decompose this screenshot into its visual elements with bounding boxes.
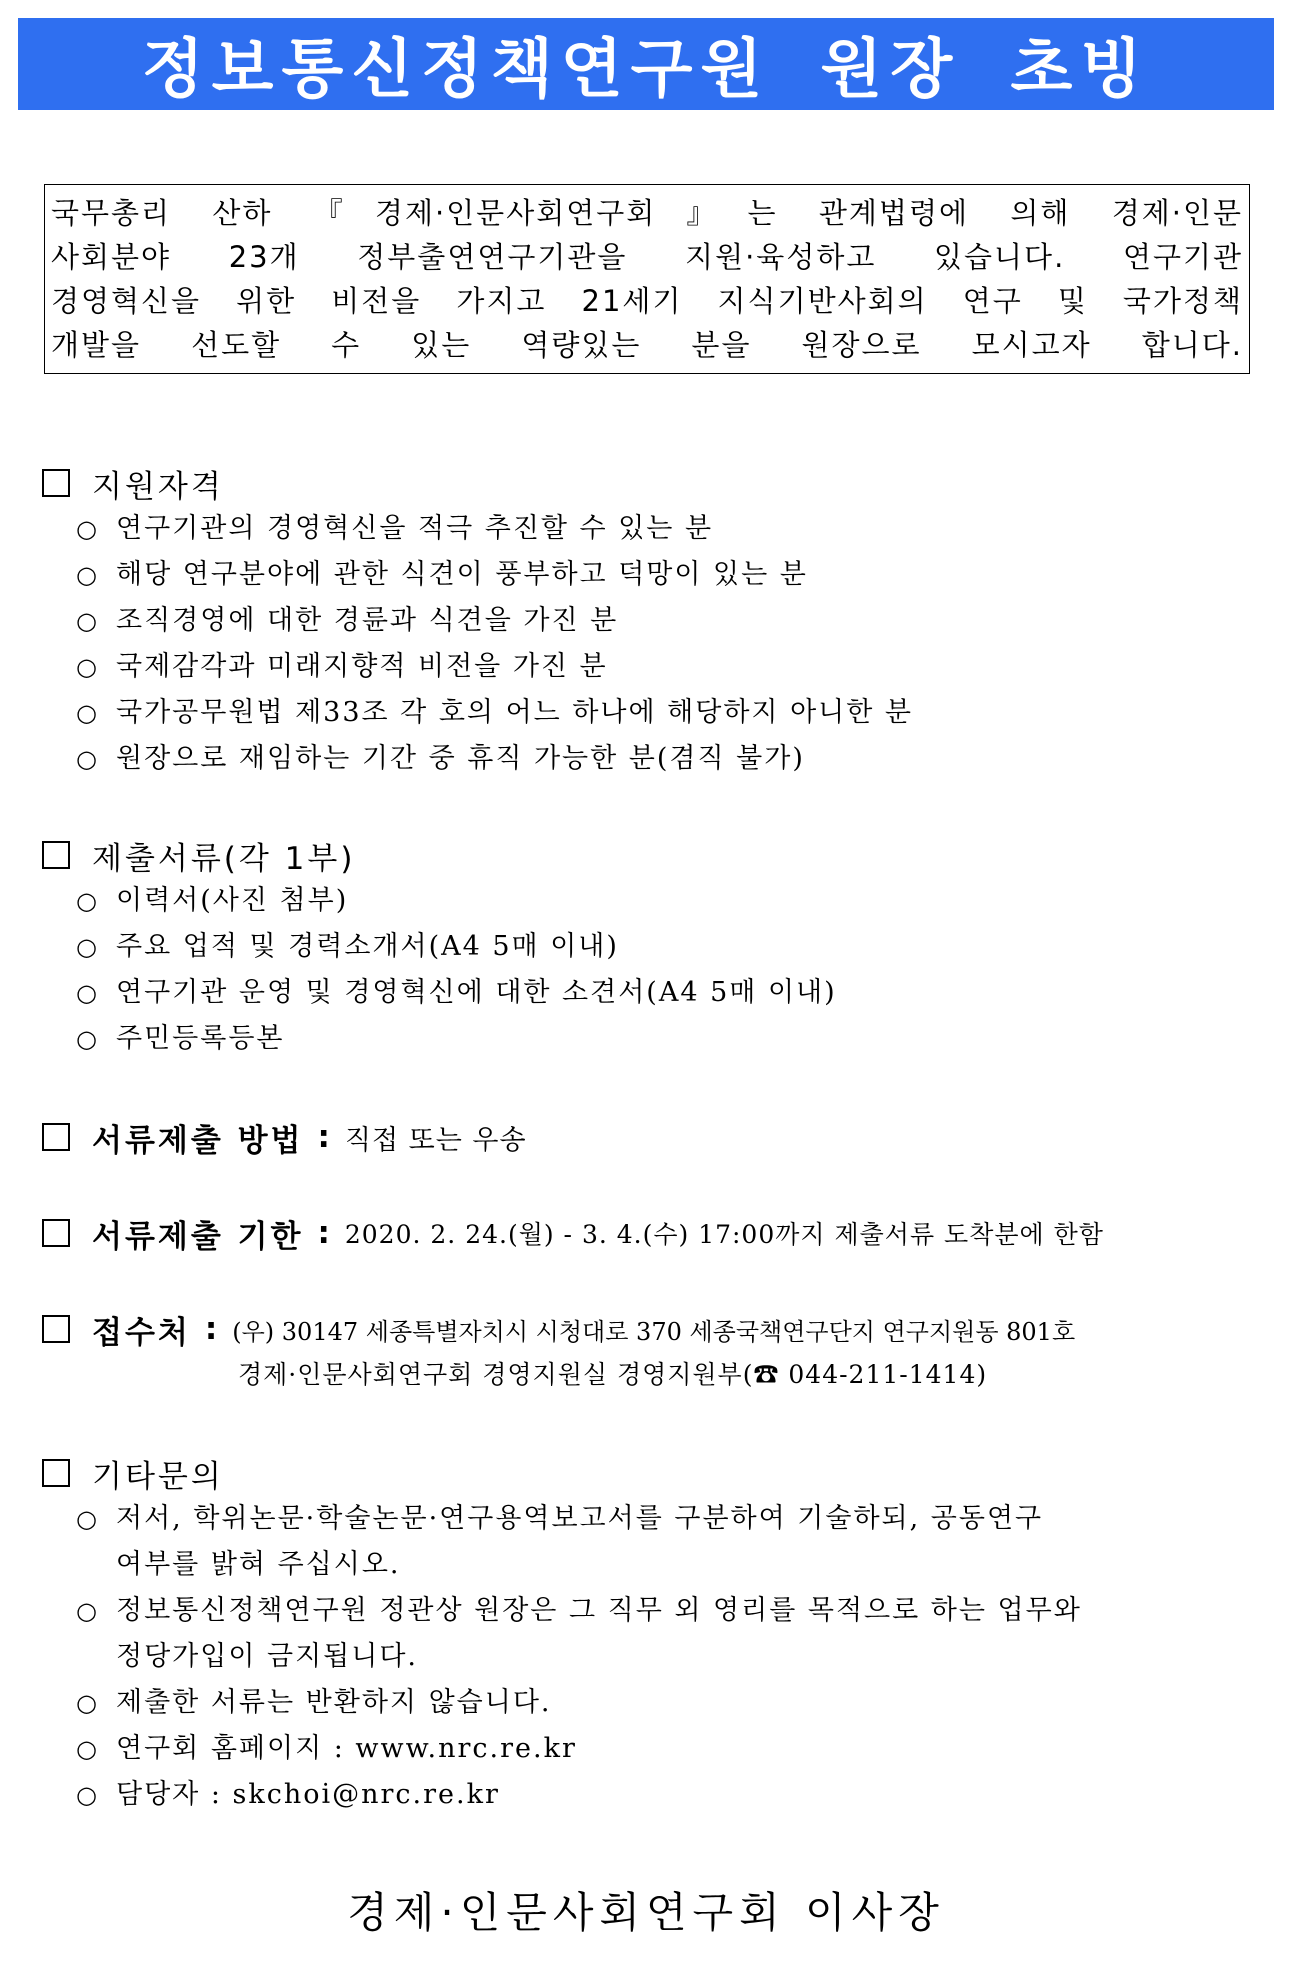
- signature-line: 경제·인문사회연구회 이사장: [347, 1888, 945, 1937]
- circle-bullet-icon: ○: [76, 699, 99, 727]
- page-title: 정보통신정책연구원 원장 초빙: [18, 18, 1274, 110]
- qualification-list: [42, 506, 1262, 782]
- circle-bullet-icon: ○: [76, 1505, 99, 1533]
- section-heading: 기타문의: [92, 1458, 224, 1495]
- documents-list: [42, 878, 1262, 1062]
- list-item: ○ 국제감각과 미래지향적 비전을 가진 분: [42, 644, 1262, 690]
- list-item: ○ 저서, 학위논문·학술논문·연구용역보고서를 구분하여 기술하되, 공동연구 여부를 밝혀 주십시오.: [42, 1496, 1262, 1588]
- checkbox-square-icon: [42, 1459, 70, 1487]
- list-item: ○ 담당자 : skchoi@nrc.re.kr: [42, 1772, 1262, 1818]
- list-item: ○ 제출한 서류는 반환하지 않습니다.: [42, 1680, 1262, 1726]
- list-item: ○ 연구회 홈페이지 : www.nrc.re.kr: [42, 1726, 1262, 1772]
- list-item: ○ 주요 업적 및 경력소개서(A4 5매 이내): [42, 924, 1262, 970]
- section-heading: 제출서류(각 1부): [92, 840, 356, 877]
- checkbox-square-icon: [42, 1219, 70, 1247]
- circle-bullet-icon: ○: [76, 607, 99, 635]
- circle-bullet-icon: ○: [76, 561, 99, 589]
- circle-bullet-icon: ○: [76, 653, 99, 681]
- section-heading: 접수처: [92, 1314, 191, 1351]
- intro-line: 경영혁신을 위한 비전을 가지고 21세기 지식기반사회의 연구 및 국가정책: [51, 284, 1243, 318]
- list-item: ○ 연구기관의 경영혁신을 적극 추진할 수 있는 분: [42, 506, 1262, 552]
- list-item: ○ 연구기관 운영 및 경영혁신에 대한 소견서(A4 5매 이내): [42, 970, 1262, 1016]
- separator: :: [317, 1119, 333, 1155]
- circle-bullet-icon: ○: [76, 933, 99, 961]
- section-qualifications: [42, 460, 1262, 782]
- section-method: [42, 1114, 1262, 1160]
- circle-bullet-icon: ○: [76, 515, 99, 543]
- list-item: ○ 정보통신정책연구원 정관상 원장은 그 직무 외 영리를 목적으로 하는 업무와 정당가입이 금지됩니다.: [42, 1588, 1262, 1680]
- section-heading: 지원자격: [92, 468, 224, 505]
- section-inquiry: [42, 1450, 1262, 1818]
- circle-bullet-icon: ○: [76, 1025, 99, 1053]
- circle-bullet-icon: ○: [76, 745, 99, 773]
- intro-box: [44, 184, 1250, 374]
- circle-bullet-icon: ○: [76, 1781, 99, 1809]
- list-item: ○ 원장으로 재임하는 기간 중 휴직 가능한 분(겸직 불가): [42, 736, 1262, 782]
- checkbox-square-icon: [42, 469, 70, 497]
- list-item: ○ 해당 연구분야에 관한 식견이 풍부하고 덕망이 있는 분: [42, 552, 1262, 598]
- reception-office: 경제·인문사회연구회 경영지원실 경영지원부(☎ 044-211-1414): [238, 1360, 988, 1389]
- method-value: 직접 또는 우송: [344, 1124, 527, 1156]
- intro-line: 개발을 선도할 수 있는 역량있는 분을 원장으로 모시고자 합니다.: [51, 328, 1243, 362]
- reception-address: (우) 30147 세종특별자치시 시청대로 370 세종국책연구단지 연구지원동 801호: [232, 1317, 1076, 1346]
- intro-line: 국무총리 산하 『경제·인문사회연구회』는 관계법령에 의해 경제·인문: [51, 196, 1243, 230]
- list-item: ○ 조직경영에 대한 경륜과 식견을 가진 분: [42, 598, 1262, 644]
- checkbox-square-icon: [42, 1315, 70, 1343]
- list-item: ○ 주민등록등본: [42, 1016, 1262, 1062]
- section-heading: 서류제출 방법: [92, 1122, 304, 1159]
- circle-bullet-icon: ○: [76, 1735, 99, 1763]
- separator: :: [317, 1215, 333, 1251]
- intro-line: 사회분야 23개 정부출연연구기관을 지원·육성하고 있습니다. 연구기관: [51, 240, 1243, 274]
- deadline-value: 2020. 2. 24.(월) - 3. 4.(수) 17:00까지 제출서류 도착분에 한함: [344, 1220, 1104, 1249]
- circle-bullet-icon: ○: [76, 1689, 99, 1717]
- section-deadline: [42, 1210, 1262, 1256]
- list-item: ○ 이력서(사진 첨부): [42, 878, 1262, 924]
- section-documents: [42, 832, 1262, 1062]
- list-item: ○ 국가공무원법 제33조 각 호의 어느 하나에 해당하지 아니한 분: [42, 690, 1262, 736]
- section-heading: 서류제출 기한: [92, 1218, 304, 1255]
- checkbox-square-icon: [42, 841, 70, 869]
- separator: :: [204, 1311, 221, 1347]
- circle-bullet-icon: ○: [76, 887, 99, 915]
- checkbox-square-icon: [42, 1123, 70, 1151]
- circle-bullet-icon: ○: [76, 979, 99, 1007]
- circle-bullet-icon: ○: [76, 1597, 99, 1625]
- inquiry-list: [42, 1496, 1262, 1818]
- section-reception: [42, 1306, 1262, 1398]
